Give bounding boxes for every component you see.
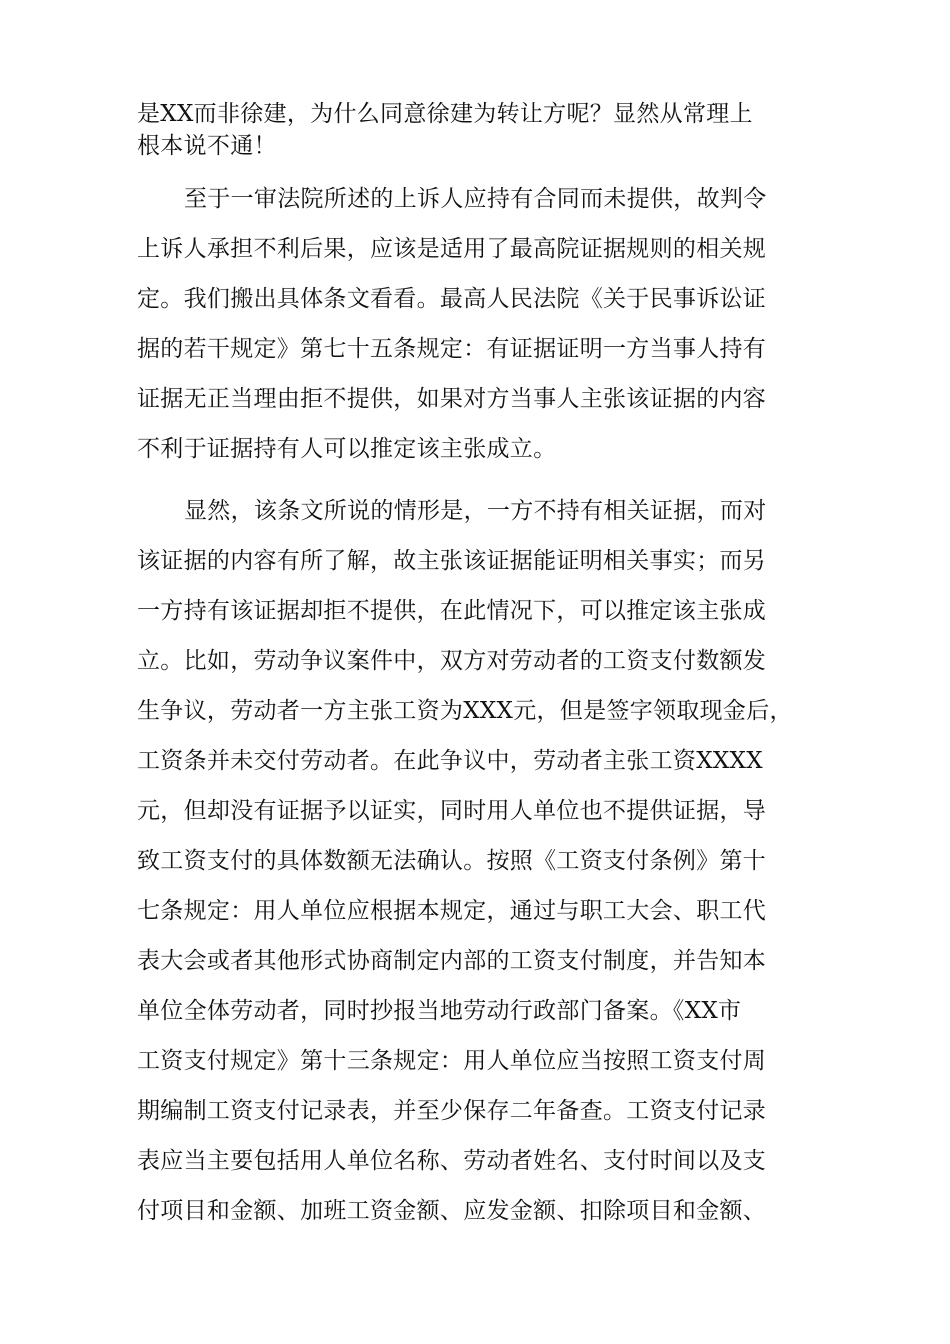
paragraph-1 [137,98,837,162]
text-line: 上诉人承担不利后果，应该是适用了最高院证据规则的相关规 [137,236,767,262]
text-line: 七条规定：用人单位应根据本规定，通过与职工大会、职工代 [137,898,767,924]
document-page [137,98,837,1236]
text-line: 定。我们搬出具体条文看看。最高人民法院《关于民事诉讼证 [137,286,767,312]
text-line: 单位全体劳动者，同时抄报当地劳动行政部门备案。《XX市 [137,998,742,1024]
text-line: 据的若干规定》第七十五条规定：有证据证明一方当事人持有 [137,336,767,362]
text-line: 根本说不通！ [137,133,277,159]
text-line: 工资条并未交付劳动者。在此争议中，劳动者主张工资XXXX [137,748,763,774]
text-line: 一方持有该证据却拒不提供，在此情况下，可以推定该主张成 [137,598,767,624]
paragraph-gap [137,474,837,486]
text-line: 立。比如，劳动争议案件中，双方对劳动者的工资支付数额发 [137,648,767,674]
text-line: 不利于证据持有人可以推定该主张成立。 [137,436,557,462]
text-line: 期编制工资支付记录表，并至少保存二年备查。工资支付记录 [137,1098,767,1124]
text-line: 致工资支付的具体数额无法确认。按照《工资支付条例》第十 [137,848,767,874]
text-line: 表应当主要包括用人单位名称、劳动者姓名、支付时间以及支 [137,1148,767,1174]
text-line: 至于一审法院所述的上诉人应持有合同而未提供，故判令 [184,186,767,212]
text-line: 该证据的内容有所了解，故主张该证据能证明相关事实；而另 [137,548,767,574]
text-line: 表大会或者其他形式协商制定内部的工资支付制度，并告知本 [137,948,767,974]
text-line: 生争议，劳动者一方主张工资为XXX元，但是签字领取现金后， [137,698,793,724]
paragraph-3 [137,486,837,1236]
text-line: 元，但却没有证据予以证实，同时用人单位也不提供证据，导 [137,798,767,824]
text-line: 是XX而非徐建，为什么同意徐建为转让方呢？显然从常理上 [137,101,753,127]
text-line: 证据无正当理由拒不提供，如果对方当事人主张该证据的内容 [137,386,767,412]
paragraph-gap [137,162,837,174]
text-line: 工资支付规定》第十三条规定：用人单位应当按照工资支付周 [137,1048,767,1074]
paragraph-2 [137,174,837,474]
text-line: 显然，该条文所说的情形是，一方不持有相关证据，而对 [184,498,767,524]
text-line: 付项目和金额、加班工资金额、应发金额、扣除项目和金额、 [137,1198,767,1224]
